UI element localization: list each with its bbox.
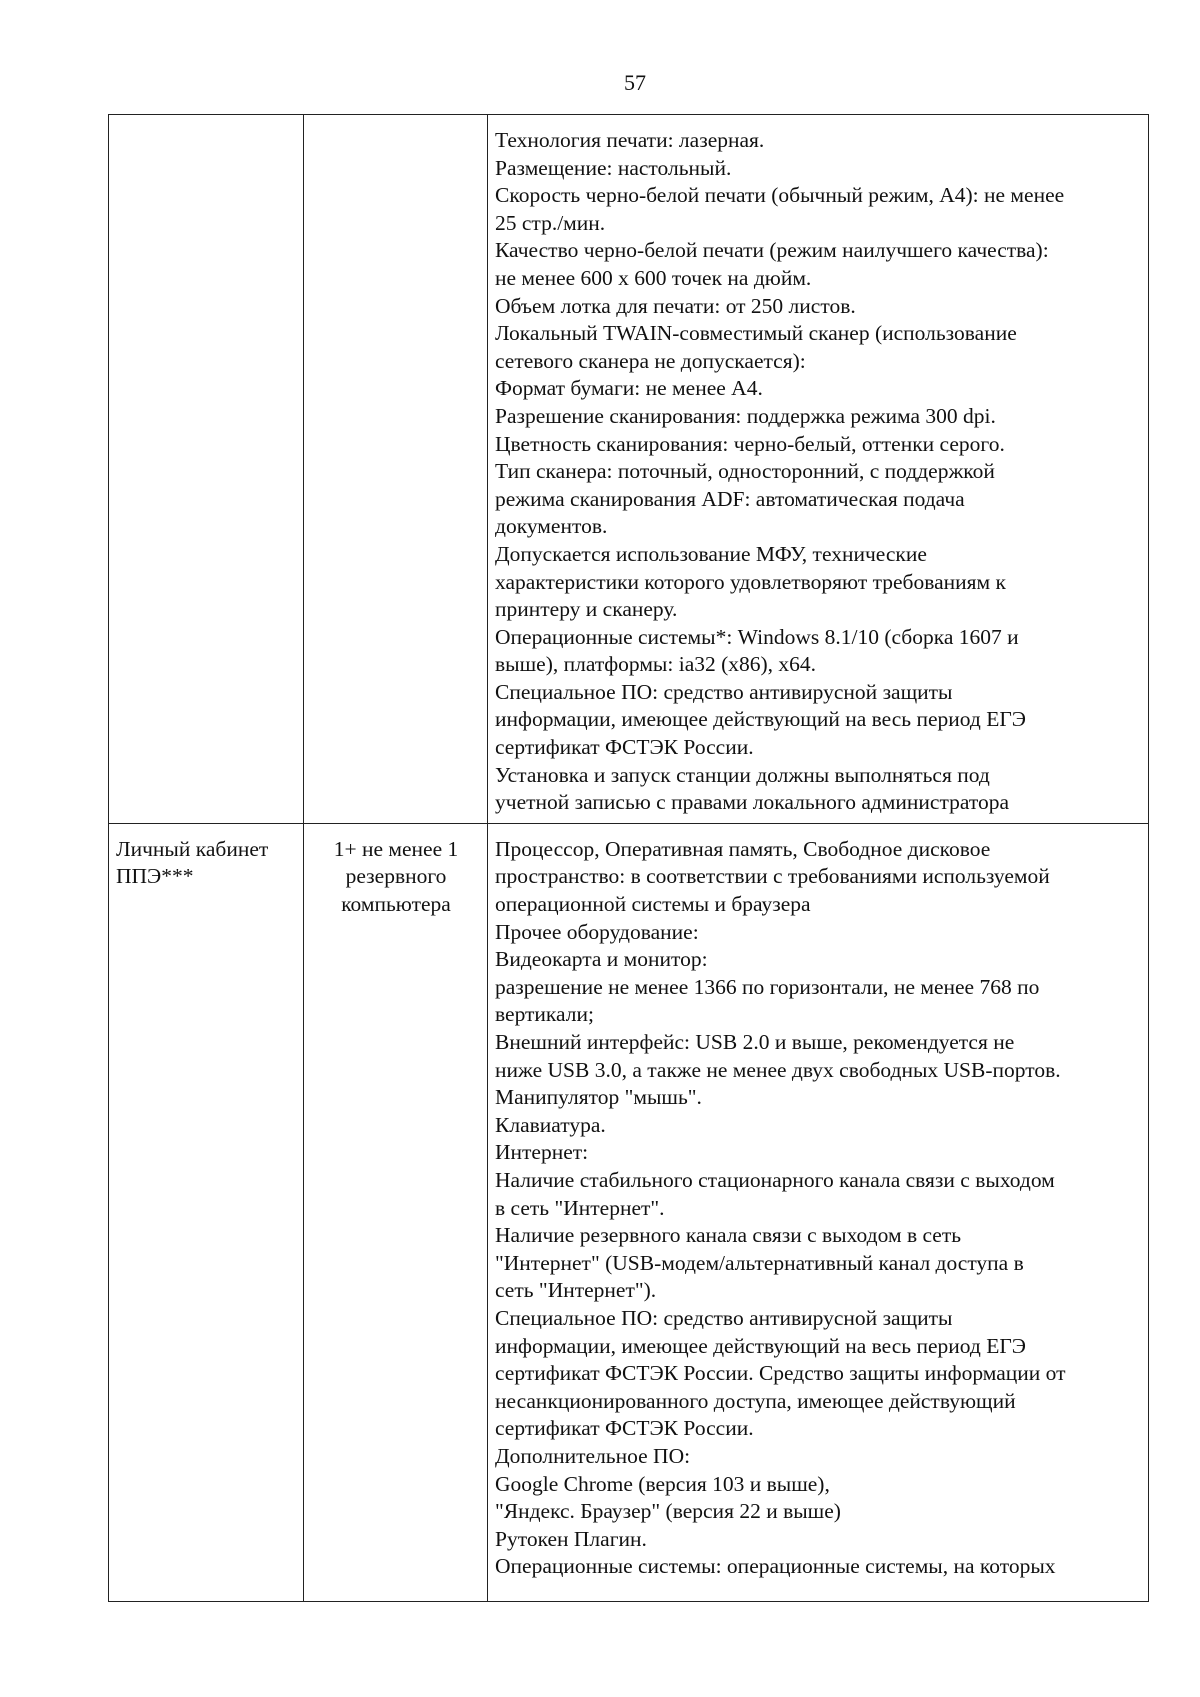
text-line: 25 стр./мин. <box>495 210 606 235</box>
text-line: Специальное ПО: средство антивирусной защиты <box>495 1305 953 1330</box>
text-line: Качество черно-белой печати (режим наилучшего качества): <box>495 238 1049 263</box>
page-number: 57 <box>624 70 646 95</box>
quantity-cell <box>304 115 488 824</box>
text-line: Интернет: <box>495 1140 589 1165</box>
text-line: режима сканирования ADF: автоматическая подача <box>495 486 965 511</box>
text-line: Наличие стабильного стационарного канала связи с выходом <box>495 1167 1055 1192</box>
requirements-table <box>108 114 1149 1602</box>
text-line: Установка и запуск станции должны выполняться под <box>495 762 990 787</box>
text-line: разрешение не менее 1366 по горизонтали, не менее 768 по <box>495 974 1040 999</box>
text-line: 1+ не менее 1 <box>333 836 459 861</box>
text-line: информации, имеющее действующий на весь период ЕГЭ <box>495 1333 1026 1358</box>
text-line: Внешний интерфейс: USB 2.0 и выше, рекомендуется не <box>495 1030 1015 1054</box>
text-line: вертикали; <box>495 1002 594 1027</box>
text-line: Операционные системы*: Windows 8.1/10 (сборка 1607 и <box>495 624 1019 649</box>
text-line: Личный кабинет <box>116 836 269 861</box>
text-line: несанкционированного доступа, имеющее действующий <box>495 1388 1016 1413</box>
text-line: Дополнительное ПО: <box>495 1443 691 1468</box>
text-line: Наличие резервного канала связи с выходом в сеть <box>495 1223 962 1248</box>
text-line: выше), платформы: ia32 (x86), x64. <box>495 652 817 677</box>
table-row <box>109 823 1149 1601</box>
text-line: принтеру и сканеру. <box>495 597 678 622</box>
text-line: Размещение: настольный. <box>495 155 732 180</box>
text-line: Объем лотка для печати: от 250 листов. <box>495 293 856 318</box>
text-line: "Интернет" (USB-модем/альтернативный канал доступа в <box>495 1250 1024 1275</box>
text-line: Google Chrome (версия 103 и выше), <box>495 1471 830 1496</box>
text-line: в сеть "Интернет". <box>495 1195 665 1220</box>
cell-lines <box>311 836 481 919</box>
text-line: сертификат ФСТЭК России. <box>495 1416 754 1441</box>
cell-lines <box>116 836 297 891</box>
text-line: Процессор, Оперативная память, Свободное дисковое <box>495 836 991 861</box>
text-line: ППЭ*** <box>116 864 194 889</box>
text-line: Локальный TWAIN-совместимый сканер (использование <box>495 321 1017 346</box>
requirements-cell <box>488 115 1149 824</box>
table-row <box>109 115 1149 824</box>
text-line: сеть "Интернет"). <box>495 1278 657 1303</box>
text-line: пространство: в соответствии с требованиями используемой <box>495 864 1050 889</box>
text-line: Прочее оборудование: <box>495 919 699 944</box>
text-line: информации, имеющее действующий на весь период ЕГЭ <box>495 707 1026 732</box>
text-line: Разрешение сканирования: поддержка режима 300 dpi. <box>495 403 996 428</box>
text-line: "Яндекс. Браузер" (версия 22 и выше) <box>495 1499 841 1524</box>
text-line: Допускается использование МФУ, технические <box>495 541 927 566</box>
equipment-name-cell <box>109 823 304 1601</box>
text-line: Технология печати: лазерная. <box>495 128 765 152</box>
text-line: Цветность сканирования: черно-белый, оттенки серого. <box>495 431 1005 456</box>
text-line: не менее 600 х 600 точек на дюйм. <box>495 265 812 290</box>
cell-lines <box>495 836 1142 1581</box>
text-line: ниже USB 3.0, а также не менее двух свободных USB-портов. <box>495 1057 1061 1082</box>
text-line: Тип сканера: поточный, односторонний, с поддержкой <box>495 459 995 484</box>
text-line: Специальное ПО: средство антивирусной защиты <box>495 679 953 704</box>
text-line: Видеокарта и монитор: <box>495 947 708 972</box>
text-line: сертификат ФСТЭК России. Средство защиты информации от <box>495 1361 1066 1386</box>
text-line: компьютера <box>341 892 451 917</box>
quantity-cell <box>304 823 488 1601</box>
equipment-name-cell <box>109 115 304 824</box>
requirements-cell <box>488 823 1149 1601</box>
text-line: операционной системы и браузера <box>495 892 811 917</box>
text-line: Операционные системы: операционные системы, на которых <box>495 1554 1056 1579</box>
text-line: сетевого сканера не допускается): <box>495 348 806 373</box>
text-line: сертификат ФСТЭК России. <box>495 735 754 760</box>
text-line: Клавиатура. <box>495 1112 606 1137</box>
cell-lines <box>495 127 1142 817</box>
text-line: Формат бумаги: не менее А4. <box>495 376 763 401</box>
text-line: резервного <box>345 864 447 889</box>
text-line: учетной записью с правами локального администратора <box>495 790 1010 815</box>
text-line: документов. <box>495 514 608 539</box>
text-line: Рутокен Плагин. <box>495 1526 647 1551</box>
text-line: характеристики которого удовлетворяют требованиям к <box>495 569 1006 594</box>
text-line: Манипулятор "мышь". <box>495 1085 702 1110</box>
text-line: Скорость черно-белой печати (обычный режим, A4): не менее <box>495 183 1065 208</box>
